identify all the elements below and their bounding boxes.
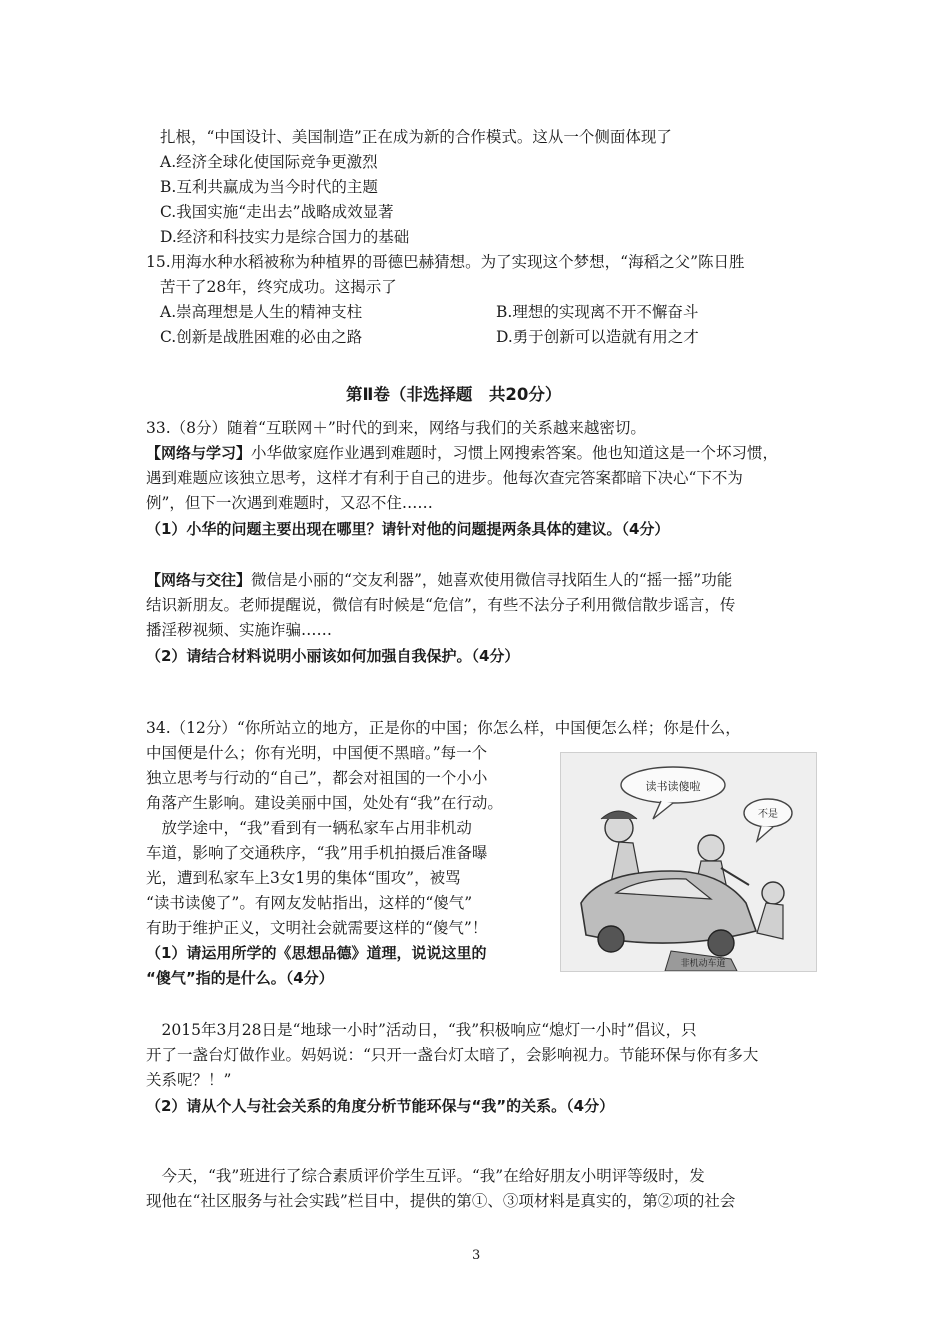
q15-option-d: D.勇于创新可以造就有用之才 bbox=[496, 328, 699, 346]
q34-paragraph3-line1: 今天，“我”班进行了综合素质评价学生互评。“我”在给好朋友小明评等级时，发 bbox=[146, 1167, 705, 1185]
q34-question1-line2: “傻气”指的是什么。（4分） bbox=[146, 969, 334, 987]
q34-text-line: 有助于维护正义，文明社会就需要这样的“傻气”！ bbox=[146, 919, 488, 937]
q14-stem: 扎根，“中国设计、美国制造”正在成为新的合作模式。这从一个侧面体现了 bbox=[160, 128, 672, 146]
q15-option-a: A.崇高理想是人生的精神支柱 bbox=[160, 303, 363, 321]
q33-material2-line3: 播淫秽视频、实施诈骗…… bbox=[146, 621, 333, 639]
q33-material2-line1: 【网络与交往】微信是小丽的“交友利器”，她喜欢使用微信寻找陌生人的“摇一摇”功能 bbox=[146, 571, 733, 589]
q34-question2: （2）请从个人与社会关系的角度分析节能环保与“我”的关系。（4分） bbox=[146, 1097, 615, 1115]
q34-text-line: 角落产生影响。建设美丽中国，处处有“我”在行动。 bbox=[146, 794, 503, 812]
q33-material1-line2: 遇到难题应该独立思考，这样才有利于自己的进步。他每次查完答案都暗下决心“下不为 bbox=[146, 469, 743, 487]
q33-material2-tag: 【网络与交往】 bbox=[146, 571, 252, 589]
q34-text-line: 光，遭到私家车上3女1男的集体“围攻”，被骂 bbox=[146, 869, 461, 887]
q33-question2: （2）请结合材料说明小丽该如何加强自我保护。（4分） bbox=[146, 647, 520, 665]
q34-paragraph2-line3: 关系呢？！” bbox=[146, 1071, 232, 1089]
q33-intro: 33.（8分）随着“互联网＋”时代的到来，网络与我们的关系越来越密切。 bbox=[146, 419, 646, 437]
q34-text-line: 独立思考与行动的“自己”，都会对祖国的一个小小 bbox=[146, 769, 488, 787]
bubble2-text: 不是 bbox=[758, 809, 778, 820]
q34-paragraph2-line2: 开了一盏台灯做作业。妈妈说：“只开一盏台灯太暗了，会影响视力。节能环保与你有多大 bbox=[146, 1046, 759, 1064]
q34-question1-line1: （1）请运用所学的《思想品德》道理，说说这里的 bbox=[146, 944, 487, 962]
q34-paragraph2-line1: 2015年3月28日是“地球一小时”活动日，“我”积极响应“熄灯一小时”倡议，只 bbox=[146, 1021, 697, 1039]
q14-option-a: A.经济全球化使国际竞争更激烈 bbox=[160, 153, 378, 171]
q15-stem-line1: 15.用海水种水稻被称为种植界的哥德巴赫猜想。为了实现这个梦想，“海稻之父”陈日胜 bbox=[146, 253, 745, 271]
cartoon-drawing bbox=[561, 753, 816, 971]
q33-material1-line3: 例”，但下一次遇到难题时，又忍不住…… bbox=[146, 494, 433, 512]
q34-text-line: 放学途中，“我”看到有一辆私家车占用非机动 bbox=[146, 819, 472, 837]
q34-text-line: “读书读傻了”。有网友发帖指出，这样的“傻气” bbox=[146, 894, 473, 912]
q15-stem-line2: 苦干了28年，终究成功。这揭示了 bbox=[160, 278, 397, 296]
q14-option-c: C.我国实施“走出去”战略成效显著 bbox=[160, 203, 394, 221]
q14-option-d: D.经济和科技实力是综合国力的基础 bbox=[160, 228, 410, 246]
q33-material1-line1: 【网络与学习】小华做家庭作业遇到难题时，习惯上网搜索答案。他也知道这是一个坏习惯， bbox=[146, 444, 779, 462]
q34-text-line: 中国便是什么；你有光明，中国便不黑暗。”每一个 bbox=[146, 744, 488, 762]
q15-option-c: C.创新是战胜困难的必由之路 bbox=[160, 328, 363, 346]
page-number: 3 bbox=[472, 1248, 481, 1263]
q33-material1-tag: 【网络与学习】 bbox=[146, 444, 252, 462]
bubble1-text: 读书读傻啦 bbox=[645, 780, 701, 793]
q34-intro: 34.（12分）“你所站立的地方，正是你的中国；你怎么样，中国便怎么样；你是什么， bbox=[146, 719, 741, 737]
q34-paragraph3-line2: 现他在“社区服务与社会实践”栏目中，提供的第①、③项材料是真实的，第②项的社会 bbox=[146, 1192, 736, 1210]
road-marking-text: 非机动车道 bbox=[680, 959, 726, 969]
q33-material2-line2: 结识新朋友。老师提醒说，微信有时候是“危信”，有些不法分子利用微信散步谣言，传 bbox=[146, 596, 736, 614]
section-title: 第Ⅱ卷（非选择题 共20分） bbox=[346, 385, 562, 404]
q14-option-b: B.互利共赢成为当今时代的主题 bbox=[160, 178, 378, 196]
cartoon-illustration bbox=[560, 752, 817, 972]
q34-text-line: 车道，影响了交通秩序，“我”用手机拍摄后准备曝 bbox=[146, 844, 488, 862]
q33-question1: （1）小华的问题主要出现在哪里？请针对他的问题提两条具体的建议。（4分） bbox=[146, 520, 670, 538]
q15-option-b: B.理想的实现离不开不懈奋斗 bbox=[496, 303, 699, 321]
